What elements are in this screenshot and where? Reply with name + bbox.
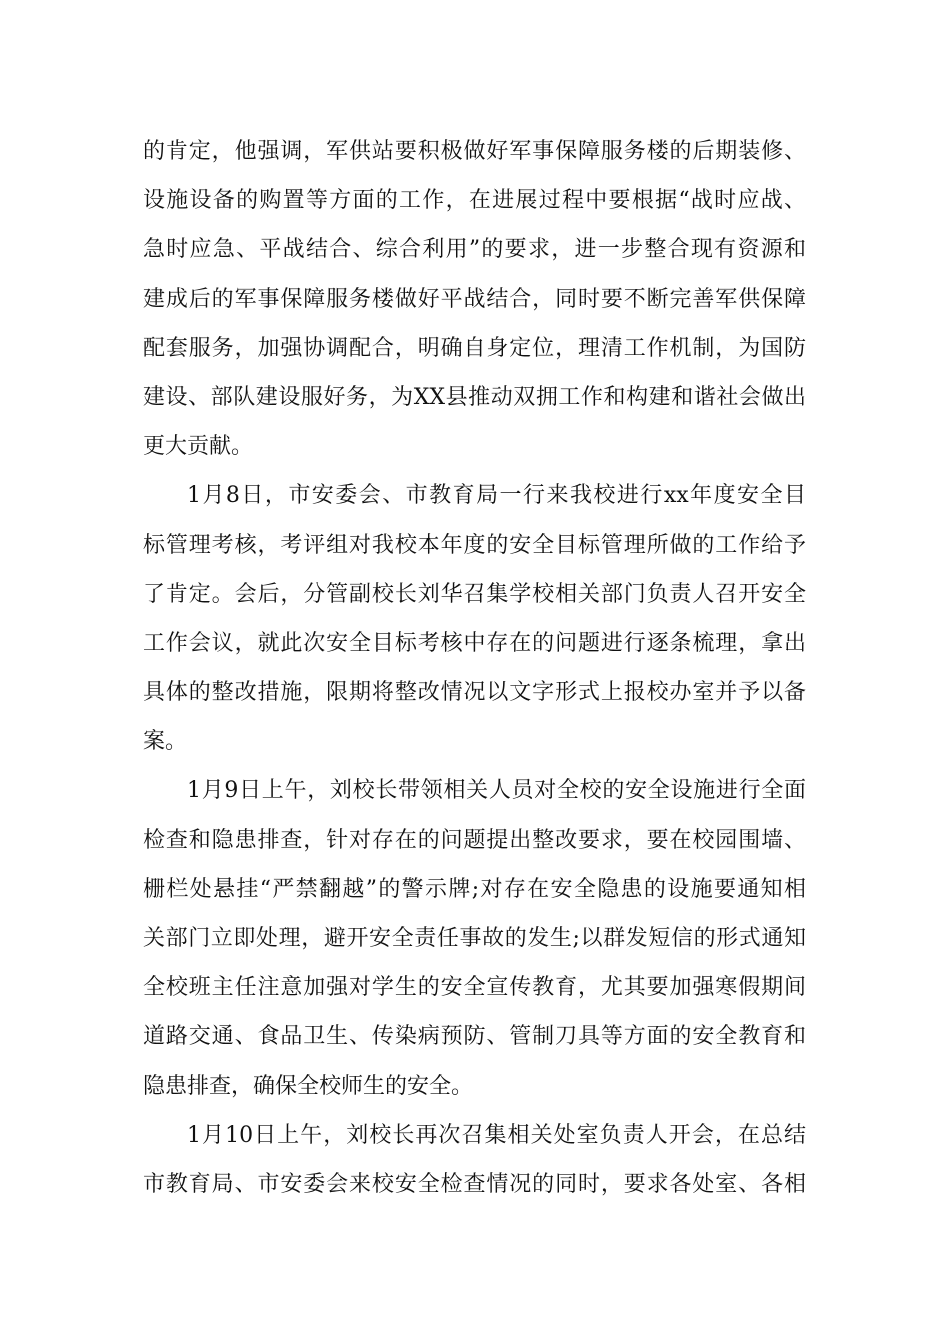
text-line: 1月8日，市安委会、市教育局一行来我校进行xx年度安全目 — [187, 483, 806, 509]
text-line: 道路交通、食品卫生、传染病预防、管制刀具等方面的安全教育和 — [143, 1024, 806, 1050]
paragraph-1 — [143, 127, 806, 471]
text-line: 的肯定，他强调，军供站要积极做好军事保障服务楼的后期装修、 — [143, 139, 806, 164]
text-line: 1月10日上午，刘校长再次召集相关处室负责人开会，在总结 — [187, 1122, 806, 1148]
text-line: 工作会议，就此次安全目标考核中存在的问题进行逐条梳理，拿出 — [143, 630, 806, 656]
text-line: 具体的整改措施，限期将整改情况以文字形式上报校办室并予以备 — [143, 680, 806, 706]
text-line: 设施设备的购置等方面的工作，在进展过程中要根据“战时应战、 — [143, 188, 806, 214]
text-line: 栅栏处悬挂“严禁翻越”的警示牌;对存在安全隐患的设施要通知相 — [143, 876, 806, 902]
text-line: 市教育局、市安委会来校安全检查情况的同时，要求各处室、各相 — [143, 1171, 806, 1197]
document-body — [143, 127, 806, 1209]
paragraph-4 — [143, 1111, 806, 1209]
text-line: 建设、部队建设服好务，为XX县推动双拥工作和构建和谐社会做出 — [143, 384, 806, 410]
paragraph-2 — [143, 471, 806, 766]
text-line: 关部门立即处理，避开安全责任事故的发生;以群发短信的形式通知 — [143, 926, 806, 951]
text-line: 隐患排查，确保全校师生的安全。 — [143, 1073, 474, 1099]
paragraph-3 — [143, 766, 806, 1110]
text-line: 配套服务，加强协调配合，明确自身定位，理清工作机制，为国防 — [143, 335, 806, 361]
text-line: 更大贡献。 — [143, 434, 254, 460]
text-line: 检查和隐患排查，针对存在的问题提出整改要求，要在校园围墙、 — [143, 827, 806, 853]
text-line: 标管理考核，考评组对我校本年度的安全目标管理所做的工作给予 — [143, 532, 806, 558]
text-line: 全校班主任注意加强对学生的安全宣传教育，尤其要加强寒假期间 — [143, 975, 806, 1001]
text-line: 急时应急、平战结合、综合利用”的要求，进一步整合现有资源和 — [143, 237, 806, 263]
text-line: 了肯定。会后，分管副校长刘华召集学校相关部门负责人召开安全 — [143, 581, 806, 607]
text-line: 建成后的军事保障服务楼做好平战结合，同时要不断完善军供保障 — [143, 286, 806, 312]
text-line: 案。 — [143, 729, 188, 755]
text-line: 1月9日上午，刘校长带领相关人员对全校的安全设施进行全面 — [187, 778, 806, 804]
